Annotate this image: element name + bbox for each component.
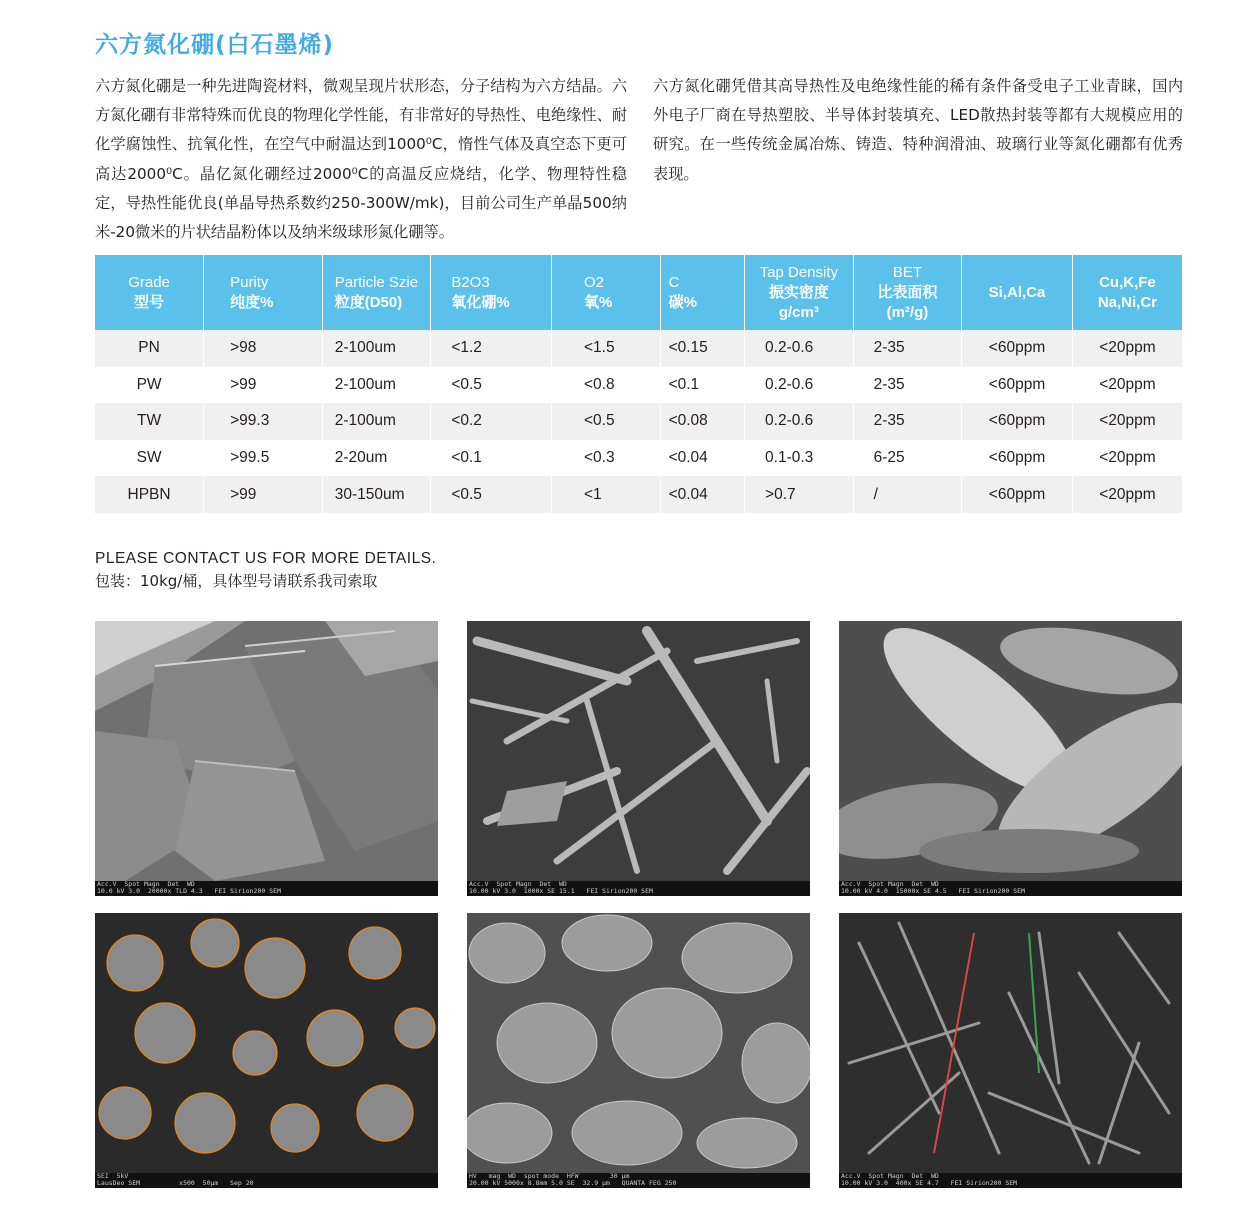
table-cell: <60ppm	[962, 440, 1073, 477]
table-cell: >99	[204, 367, 323, 404]
sem-image-fibers-1000x	[467, 621, 810, 896]
sem-image-spheres-500x	[95, 913, 438, 1188]
table-cell: 2-100um	[322, 403, 431, 440]
header-b2o3: B2O3 氧化硼%	[431, 255, 552, 330]
table-cell: <1	[551, 476, 660, 513]
table-cell: PW	[95, 367, 204, 404]
table-cell: <0.3	[551, 440, 660, 477]
header-particle-size: Particle Szie 粒度(D50)	[322, 255, 431, 330]
table-cell: 2-35	[853, 403, 962, 440]
table-cell: <1.2	[431, 330, 552, 367]
table-row	[95, 330, 1182, 367]
table-cell: 2-100um	[322, 367, 431, 404]
header-bet: BET 比表面积 (m²/g)	[853, 255, 962, 330]
table-row	[95, 403, 1182, 440]
header-c: C 碳%	[660, 255, 744, 330]
sem-caption: SEI 5kV LausDeo SEM x500 50μm Sep 20	[95, 1173, 438, 1188]
table-cell: <0.08	[660, 403, 744, 440]
table-cell: 30-150um	[322, 476, 431, 513]
page-title: 六方氮化硼(白石墨烯)	[95, 32, 335, 58]
header-tap-density: Tap Density 振实密度 g/cm³	[745, 255, 854, 330]
table-cell: /	[853, 476, 962, 513]
table-cell: PN	[95, 330, 204, 367]
table-cell: >99.5	[204, 440, 323, 477]
table-cell: 2-100um	[322, 330, 431, 367]
table-cell: 0.2-0.6	[745, 367, 854, 404]
table-cell: <60ppm	[962, 330, 1073, 367]
intro-paragraph-right: 六方氮化硼凭借其高导热性及电绝缘性能的稀有条件备受电子工业青睐，国内外电子厂商在导热塑胶、半导体封装填充、LED散热封装等都有大规模应用的研究。在一些传统金属冶炼、铸造、特种润滑油、玻璃行业等氮化硼都有优秀表现。	[653, 77, 1183, 183]
table-cell: >99.3	[204, 403, 323, 440]
table-cell: 0.1-0.3	[745, 440, 854, 477]
table-cell: 2-20um	[322, 440, 431, 477]
table-cell: <0.2	[431, 403, 552, 440]
table-cell: <0.5	[551, 403, 660, 440]
table-cell: 2-35	[853, 330, 962, 367]
table-cell: >98	[204, 330, 323, 367]
table-cell: <0.04	[660, 476, 744, 513]
table-cell: <60ppm	[962, 367, 1073, 404]
table-cell: >99	[204, 476, 323, 513]
sem-caption: Acc.V Spot Magn Det WD 10.00 kV 3.0 400x SE 4.7 FEI Sirion200 SEM	[839, 1173, 1182, 1188]
table-cell: 0.2-0.6	[745, 403, 854, 440]
table-cell: 0.2-0.6	[745, 330, 854, 367]
table-row	[95, 367, 1182, 404]
table-cell: 2-35	[853, 367, 962, 404]
table-cell: 6-25	[853, 440, 962, 477]
table-cell: <0.8	[551, 367, 660, 404]
header-o2: O2 氧%	[551, 255, 660, 330]
sem-caption: Acc.V Spot Magn Det WD 10.0 kV 3.0 20000x TLD 4.3 FEI Sirion200 SEM	[95, 881, 438, 896]
table-cell: <20ppm	[1072, 403, 1182, 440]
spec-table	[95, 255, 1182, 513]
table-cell: <20ppm	[1072, 367, 1182, 404]
sem-image-platelets-15000x	[839, 621, 1182, 896]
table-cell: SW	[95, 440, 204, 477]
table-cell: <1.5	[551, 330, 660, 367]
table-header-row	[95, 255, 1182, 330]
table-cell: HPBN	[95, 476, 204, 513]
table-row	[95, 476, 1182, 513]
table-cell: <0.1	[660, 367, 744, 404]
sem-image-discs-5000x	[467, 913, 810, 1188]
table-cell: <0.1	[431, 440, 552, 477]
contact-line-en: PLEASE CONTACT US FOR MORE DETAILS.	[95, 550, 437, 567]
table-cell: >0.7	[745, 476, 854, 513]
header-grade: Grade 型号	[95, 255, 204, 330]
table-cell: <0.5	[431, 476, 552, 513]
packaging-line: 包装：10kg/桶，具体型号请联系我司索取	[95, 572, 378, 590]
sem-image-flakes-20000x	[95, 621, 438, 896]
header-purity: Purity 纯度%	[204, 255, 323, 330]
table-cell: <60ppm	[962, 403, 1073, 440]
table-cell: <60ppm	[962, 476, 1073, 513]
table-cell: <0.04	[660, 440, 744, 477]
table-cell: <0.5	[431, 367, 552, 404]
table-cell: <20ppm	[1072, 440, 1182, 477]
header-cu-k-fe: Cu,K,Fe Na,Ni,Cr	[1072, 255, 1182, 330]
sem-caption: Acc.V Spot Magn Det WD 10.00 kV 3.0 1000x SE 15.1 FEI Sirion200 SEM	[467, 881, 810, 896]
table-cell: <0.15	[660, 330, 744, 367]
header-si-al-ca: Si,Al,Ca	[962, 255, 1073, 330]
table-cell: <20ppm	[1072, 476, 1182, 513]
table-row	[95, 440, 1182, 477]
intro-paragraph-left: 六方氮化硼是一种先进陶瓷材料，微观呈现片状形态，分子结构为六方结晶。六方氮化硼有非常特殊而优良的物理化学性能，有非常好的导热性、电绝缘性、耐化学腐蚀性、抗氧化性，在空气中耐温达到1000⁰C，惰性气体及真空态下更可高达2000⁰C。晶亿氮化硼经过2000⁰C的高温反应烧结，化学、物理特性稳定，导热性能优良(单晶导热系数约250-300W/mk)，目前公司生产单晶500纳米-20微米的片状结晶粉体以及纳米级球形氮化硼等。	[95, 77, 627, 242]
sem-image-fibers-400x	[839, 913, 1182, 1188]
sem-caption: Acc.V Spot Magn Det WD 10.00 kV 4.0 15000x SE 4.5 FEI Sirion200 SEM	[839, 881, 1182, 896]
sem-caption: HV mag WD spot mode HFW 30 μm 20.00 kV 5000x 8.8mm 5.0 SE 32.9 μm QUANTA FEG 250	[467, 1173, 810, 1188]
contact-note	[95, 547, 436, 593]
table-cell: TW	[95, 403, 204, 440]
table-cell: <20ppm	[1072, 330, 1182, 367]
